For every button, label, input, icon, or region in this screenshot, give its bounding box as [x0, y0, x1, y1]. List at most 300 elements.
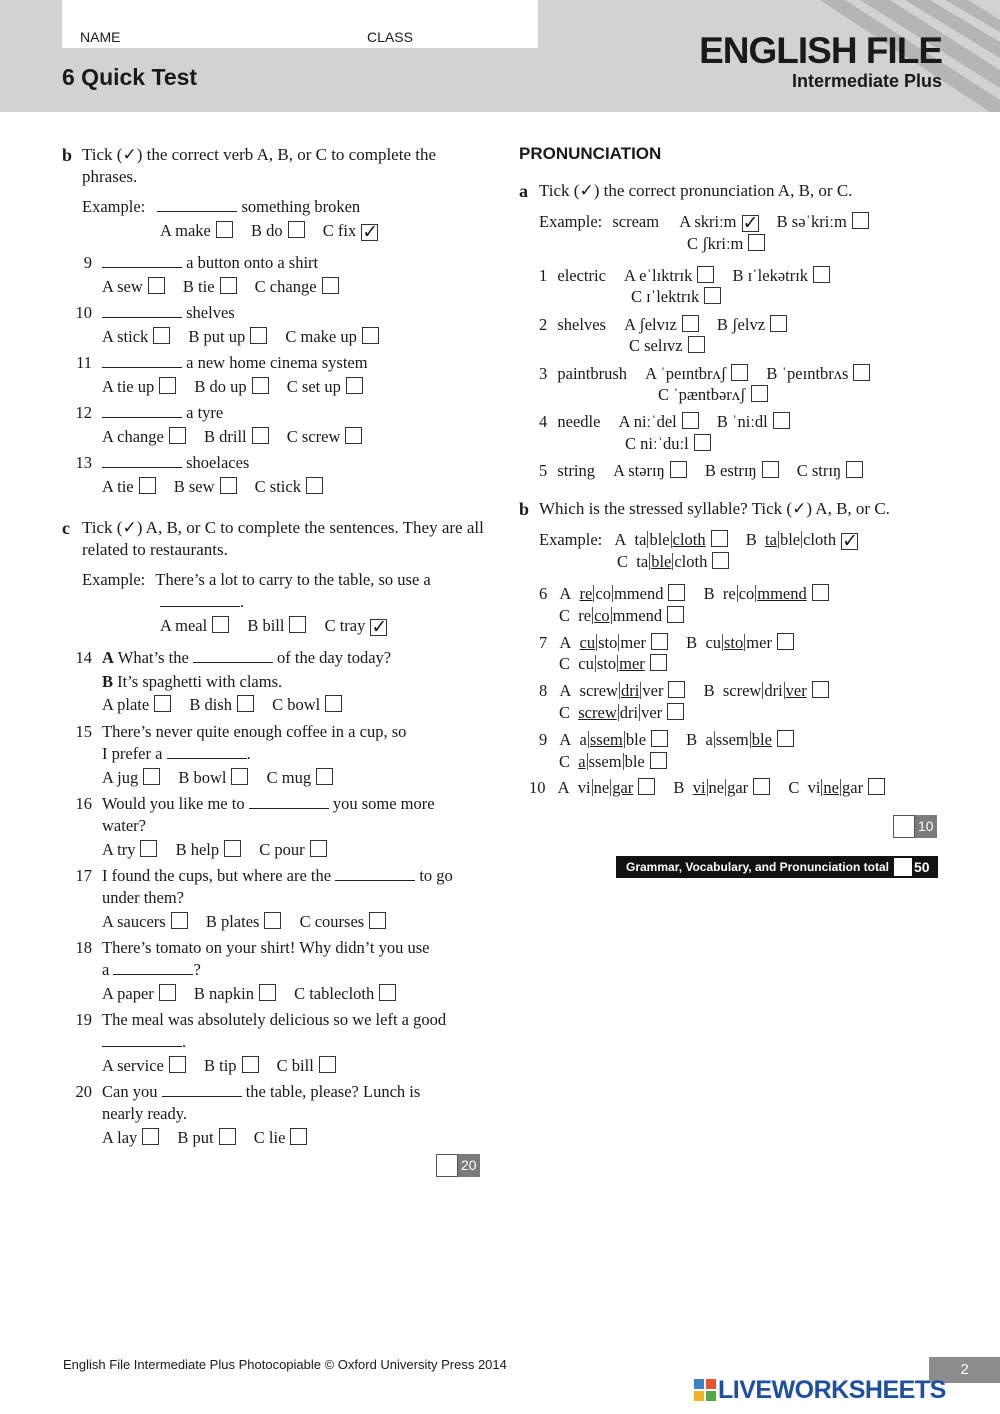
checkbox[interactable] — [322, 277, 339, 294]
question-number: 16 — [75, 794, 92, 813]
checkbox[interactable] — [770, 315, 787, 332]
checkbox[interactable] — [667, 606, 684, 623]
example-word: scream — [612, 212, 660, 231]
answer-blank[interactable] — [335, 867, 415, 881]
question-number: 14 — [75, 648, 92, 667]
syllable: ble — [651, 552, 672, 571]
syllable: mer — [746, 633, 772, 652]
checkbox[interactable] — [868, 778, 885, 795]
checkbox[interactable] — [748, 234, 765, 251]
checkbox[interactable] — [216, 221, 233, 238]
checkbox[interactable] — [670, 461, 687, 478]
option-label: C ˈpæntbərʌʃ — [658, 385, 746, 404]
answer-blank — [157, 198, 237, 212]
item-word: string — [557, 461, 595, 480]
checkbox-checked[interactable]: ✓ — [362, 221, 379, 243]
option-label: A make — [160, 221, 211, 240]
option-label: A ʃelvɪz — [624, 315, 677, 334]
option-label: A try — [102, 840, 136, 859]
option-label: C lie — [253, 1128, 286, 1147]
option-label: B drill — [203, 427, 247, 446]
checkbox[interactable] — [212, 616, 229, 633]
question-text: a new home cinema system — [186, 353, 368, 372]
syllable: mmend — [757, 584, 807, 603]
option-label: A niːˈdel — [618, 412, 677, 431]
syllable: ne — [593, 778, 610, 797]
option-label: C ʃkriːm — [687, 234, 744, 253]
score-total: 20 — [458, 1154, 480, 1177]
checkbox[interactable] — [682, 412, 699, 429]
question-text: I found the cups, but where are the — [102, 866, 332, 885]
checkbox[interactable] — [668, 584, 685, 601]
footer-book: English File Intermediate Plus — [63, 1357, 235, 1372]
option-letter: A — [559, 681, 572, 700]
syllable: sto — [598, 633, 618, 652]
checkbox[interactable] — [140, 840, 157, 857]
syllable: ssem — [715, 730, 749, 749]
checkbox[interactable] — [154, 695, 171, 712]
option-label: C fix — [322, 221, 357, 240]
option-label: B tip — [203, 1056, 237, 1075]
checkbox[interactable] — [289, 616, 306, 633]
option-label: A skriːm — [679, 212, 737, 231]
question-text: What’s the — [117, 648, 189, 667]
liveworksheets-icon — [694, 1379, 716, 1401]
question-number: 20 — [75, 1082, 92, 1101]
syllable: ta — [765, 530, 777, 549]
example-label: Example: — [539, 530, 603, 549]
checkbox[interactable] — [853, 364, 870, 381]
checkbox[interactable] — [171, 912, 188, 929]
class-label: CLASS — [367, 29, 413, 45]
option-label: B estrɪŋ — [704, 461, 757, 480]
answer-blank[interactable] — [102, 454, 182, 468]
brand-logo — [699, 32, 942, 92]
syllable: screw — [578, 703, 617, 722]
option-letter: C — [559, 703, 571, 722]
checkbox[interactable] — [148, 277, 165, 294]
syllable: a — [705, 730, 713, 749]
checkbox[interactable] — [650, 752, 667, 769]
item-number: 9 — [539, 730, 548, 749]
question-text: the table, please? Lunch is — [245, 1082, 421, 1101]
option-letter: B — [686, 730, 698, 749]
section-instruction: Which is the stressed syllable? Tick (✓) A, B, or C. — [539, 499, 890, 518]
checkbox[interactable] — [220, 277, 237, 294]
checkbox[interactable] — [306, 477, 323, 494]
section-instruction: Tick (✓) the correct verb A, B, or C to complete the phrases. — [82, 145, 437, 186]
checkbox[interactable] — [139, 477, 156, 494]
example-text: There’s a lot to carry to the table, so use a — [155, 570, 431, 589]
option-label: B put — [177, 1128, 214, 1147]
checkbox[interactable] — [159, 377, 176, 394]
syllable: ble — [625, 730, 647, 749]
checkbox[interactable] — [242, 1056, 259, 1073]
score-input[interactable] — [436, 1154, 458, 1177]
syllable: vi — [807, 778, 821, 797]
syllable: sto — [724, 633, 744, 652]
checkbox[interactable] — [651, 730, 668, 747]
item-number: 3 — [539, 364, 548, 383]
checkbox[interactable] — [812, 584, 829, 601]
section-instruction: Tick (✓) A, B, or C to complete the sentences. They are all related to restaurants. — [82, 518, 484, 559]
section-score — [436, 1154, 480, 1177]
answer-blank[interactable] — [102, 354, 182, 368]
option-label: B ɪˈlekətrɪk — [732, 266, 809, 285]
checkbox[interactable] — [762, 461, 779, 478]
question-text: shelves — [186, 303, 235, 322]
option-letter: B — [703, 584, 715, 603]
option-label: B napkin — [193, 984, 254, 1003]
section-score — [893, 815, 937, 838]
option-letter: B — [673, 778, 685, 797]
syllable: ssem — [588, 752, 622, 771]
section-letter: b — [62, 145, 73, 165]
item-number: 5 — [539, 461, 548, 480]
grand-total-bar — [616, 856, 938, 878]
total-score: 50 — [914, 859, 930, 875]
checkbox[interactable] — [379, 984, 396, 1001]
checkbox-checked[interactable]: ✓ — [842, 530, 859, 552]
checkbox[interactable] — [651, 633, 668, 650]
option-label: A paper — [102, 984, 154, 1003]
option-letter: C — [788, 778, 800, 797]
option-label: A sew — [102, 277, 143, 296]
answer-blank[interactable] — [167, 745, 247, 759]
option-label: C mug — [266, 768, 312, 787]
checkbox[interactable] — [777, 633, 794, 650]
checkbox[interactable] — [650, 654, 667, 671]
answer-blank — [160, 593, 240, 607]
punctuation: . — [246, 744, 251, 763]
option-label: B do up — [194, 377, 247, 396]
answer-blank[interactable] — [113, 961, 193, 975]
syllable: ver — [641, 703, 663, 722]
question-text: It’s spaghetti with clams. — [117, 672, 283, 691]
checkbox[interactable] — [310, 840, 327, 857]
option-label: B do — [251, 221, 283, 240]
answer-blank[interactable] — [162, 1083, 242, 1097]
syllable: ta — [636, 552, 649, 571]
checkbox[interactable] — [264, 912, 281, 929]
syllable: sto — [596, 654, 617, 673]
option-label: A tie up — [102, 377, 155, 396]
checkbox[interactable] — [252, 427, 269, 444]
checkbox[interactable] — [711, 530, 728, 547]
option-label: B ˈpeɪntbrʌs — [766, 364, 849, 383]
option-label: C courses — [299, 912, 365, 931]
question-number: 11 — [76, 353, 92, 372]
footer-rest: Photocopiable © Oxford University Press 2014 — [234, 1357, 507, 1372]
option-label: B bill — [247, 616, 285, 635]
question-number: 18 — [75, 938, 92, 957]
checkbox[interactable] — [369, 912, 386, 929]
answer-blank[interactable] — [102, 1033, 182, 1047]
option-label: A plate — [102, 695, 150, 714]
syllable: ver — [785, 681, 807, 700]
checkbox[interactable] — [142, 1128, 159, 1145]
checkbox[interactable] — [259, 984, 276, 1001]
option-label: A eˈlɪktrɪk — [624, 266, 693, 285]
syllable: vi — [577, 778, 591, 797]
question-number: 15 — [75, 722, 92, 741]
option-label: C strɪŋ — [796, 461, 842, 480]
syllable: ssem — [589, 730, 623, 749]
syllable: dri — [619, 703, 639, 722]
syllable: screw — [579, 681, 619, 700]
checkbox[interactable] — [345, 427, 362, 444]
checkbox[interactable] — [638, 778, 655, 795]
answer-blank[interactable] — [249, 795, 329, 809]
question-number: 12 — [75, 403, 92, 422]
syllable: gar — [842, 778, 864, 797]
option-letter: A — [559, 584, 572, 603]
syllable: screw — [722, 681, 762, 700]
question-text: a button onto a shirt — [186, 253, 319, 272]
question-text: I prefer a — [102, 744, 163, 763]
punctuation: . — [240, 592, 245, 611]
answer-blank[interactable] — [102, 254, 182, 268]
option-label: C ɪˈlektrɪk — [631, 287, 700, 306]
checkbox[interactable] — [846, 461, 863, 478]
option-label: A saucers — [102, 912, 166, 931]
checkbox[interactable] — [812, 681, 829, 698]
syllable: vi — [692, 778, 706, 797]
checkbox-checked[interactable]: ✓ — [742, 212, 759, 234]
syllable: re — [579, 584, 593, 603]
punctuation: ? — [193, 960, 201, 979]
question-number: 17 — [75, 866, 92, 885]
item-number: 7 — [539, 633, 548, 652]
question-number: 13 — [75, 453, 92, 472]
checkbox[interactable] — [346, 377, 363, 394]
checkbox-checked[interactable]: ✓ — [371, 616, 388, 638]
checkbox[interactable] — [753, 778, 770, 795]
brand-title: ENGLISH FILE — [699, 30, 942, 71]
option-letter: A — [559, 633, 572, 652]
syllable: ver — [642, 681, 664, 700]
checkbox[interactable] — [694, 434, 711, 451]
item-word: paintbrush — [557, 364, 628, 383]
syllable: cu — [579, 633, 596, 652]
page-header — [0, 0, 1000, 112]
question-text: to go — [419, 866, 453, 885]
syllable: gar — [727, 778, 749, 797]
question-text: a — [102, 960, 110, 979]
syllable: ble — [779, 530, 801, 549]
checkbox[interactable] — [219, 1128, 236, 1145]
option-letter: C — [559, 654, 571, 673]
checkbox[interactable] — [751, 385, 768, 402]
checkbox[interactable] — [325, 695, 342, 712]
option-letter: A — [557, 778, 570, 797]
section-letter: c — [62, 518, 70, 538]
syllable: cu — [578, 654, 594, 673]
syllable: mer — [620, 633, 647, 652]
option-label: B ˈniːdl — [716, 412, 768, 431]
question-number: 9 — [83, 253, 92, 272]
option-label: C bill — [276, 1056, 314, 1075]
checkbox[interactable] — [319, 1056, 336, 1073]
syllable: cloth — [672, 530, 706, 549]
checkbox[interactable] — [153, 327, 170, 344]
checkbox[interactable] — [237, 695, 254, 712]
checkbox[interactable] — [362, 327, 379, 344]
option-label: C stick — [254, 477, 301, 496]
option-label: A change — [102, 427, 164, 446]
option-label: A tie — [102, 477, 134, 496]
checkbox[interactable] — [813, 266, 830, 283]
option-label: B bowl — [178, 768, 227, 787]
checkbox[interactable] — [697, 266, 714, 283]
option-label: C pour — [259, 840, 305, 859]
liveworksheets-text: LIVEWORKSHEETS — [718, 1376, 946, 1404]
option-label: B sew — [173, 477, 215, 496]
option-label: B plates — [205, 912, 260, 931]
speaker-label: B — [102, 672, 114, 691]
answer-blank[interactable] — [102, 304, 182, 318]
checkbox[interactable] — [682, 315, 699, 332]
item-number: 10 — [529, 778, 546, 797]
item-number: 6 — [539, 584, 548, 603]
section-instruction: Tick (✓) the correct pronunciation A, B, or C. — [539, 181, 853, 200]
option-letter: B — [745, 530, 757, 549]
option-label: B help — [175, 840, 220, 859]
checkbox[interactable] — [231, 768, 248, 785]
syllable: ble — [624, 752, 645, 771]
page-title: 6 Quick Test — [62, 64, 198, 90]
option-label: C make up — [285, 327, 357, 346]
syllable: a — [578, 752, 586, 771]
option-label: A meal — [160, 616, 208, 635]
footer-copyright — [63, 1357, 507, 1372]
question-text: of the day today? — [277, 648, 392, 667]
syllable: dri — [764, 681, 783, 700]
option-label: C screw — [286, 427, 341, 446]
checkbox[interactable] — [777, 730, 794, 747]
question-number: 10 — [75, 303, 92, 322]
syllable: co — [594, 606, 610, 625]
option-label: A lay — [102, 1128, 138, 1147]
page-number: 2 — [929, 1357, 1000, 1383]
syllable: cloth — [803, 530, 837, 549]
option-letter: A — [614, 530, 627, 549]
checkbox[interactable] — [169, 427, 186, 444]
question-text: shoelaces — [186, 453, 250, 472]
checkbox[interactable] — [668, 681, 685, 698]
checkbox[interactable] — [159, 984, 176, 1001]
answer-blank[interactable] — [102, 404, 182, 418]
checkbox[interactable] — [224, 840, 241, 857]
question-text: Can you — [102, 1082, 158, 1101]
syllable: ne — [823, 778, 839, 797]
item-word: shelves — [557, 315, 606, 334]
checkbox[interactable] — [731, 364, 748, 381]
checkbox[interactable] — [773, 412, 790, 429]
checkbox[interactable] — [252, 377, 269, 394]
checkbox[interactable] — [667, 703, 684, 720]
option-label: A service — [102, 1056, 164, 1075]
item-word: needle — [557, 412, 601, 431]
checkbox[interactable] — [169, 1056, 186, 1073]
option-label: C bowl — [272, 695, 321, 714]
option-letter: C — [617, 552, 629, 571]
total-input[interactable] — [894, 858, 912, 876]
brand-subtitle: Intermediate Plus — [791, 71, 942, 91]
syllable: co — [738, 584, 755, 603]
option-label: C selɪvz — [629, 336, 683, 355]
checkbox[interactable] — [712, 552, 729, 569]
option-label: A jug — [102, 768, 139, 787]
question-text: under them? — [102, 888, 185, 907]
item-number: 2 — [539, 315, 548, 334]
example-text: something broken — [241, 197, 361, 216]
checkbox[interactable] — [288, 221, 305, 238]
checkbox[interactable] — [688, 336, 705, 353]
score-input[interactable] — [893, 815, 915, 838]
example-label: Example: — [539, 212, 603, 231]
name-class-box — [62, 0, 538, 48]
syllable: a — [579, 730, 587, 749]
score-total: 10 — [915, 815, 937, 838]
option-label: B səˈkriːm — [776, 212, 847, 231]
question-text: There’s never quite enough coffee in a cup, so — [102, 722, 407, 741]
option-label: B ʃelvz — [716, 315, 766, 334]
option-label: A stick — [102, 327, 149, 346]
question-text: Would you like me to — [102, 794, 245, 813]
total-label: Grammar, Vocabulary, and Pronunciation total — [626, 860, 889, 874]
checkbox[interactable] — [250, 327, 267, 344]
checkbox[interactable] — [704, 287, 721, 304]
checkbox[interactable] — [316, 768, 333, 785]
checkbox[interactable] — [143, 768, 160, 785]
syllable: ta — [634, 530, 647, 549]
question-text: water? — [102, 816, 146, 835]
question-text: nearly ready. — [102, 1104, 188, 1123]
checkbox[interactable] — [852, 212, 869, 229]
option-letter: B — [703, 681, 715, 700]
liveworksheets-logo — [694, 1376, 946, 1405]
option-letter: C — [559, 752, 571, 771]
syllable: dri — [621, 681, 640, 700]
option-letter: B — [686, 633, 698, 652]
question-text: you some more — [332, 794, 435, 813]
punctuation: . — [182, 1032, 187, 1051]
option-label: C tray — [324, 616, 366, 635]
answer-blank[interactable] — [193, 649, 273, 663]
syllable: ble — [751, 730, 772, 749]
syllable: re — [578, 606, 592, 625]
syllable: mer — [619, 654, 645, 673]
option-label: B dish — [189, 695, 232, 714]
speaker-label: A — [102, 648, 114, 667]
example-label: Example: — [82, 197, 146, 216]
option-label: A ˈpeɪntbrʌʃ — [645, 364, 727, 383]
syllable: mmend — [613, 584, 664, 603]
section-letter: b — [519, 499, 530, 519]
syllable: co — [595, 584, 611, 603]
syllable: gar — [612, 778, 634, 797]
syllable: ble — [649, 530, 670, 549]
option-label: B tie — [182, 277, 215, 296]
checkbox[interactable] — [290, 1128, 307, 1145]
checkbox[interactable] — [220, 477, 237, 494]
item-number: 1 — [539, 266, 548, 285]
question-text: a tyre — [186, 403, 224, 422]
option-label: B put up — [188, 327, 246, 346]
question-text: The meal was absolutely delicious so we left a good — [102, 1010, 447, 1029]
option-label: C set up — [286, 377, 341, 396]
